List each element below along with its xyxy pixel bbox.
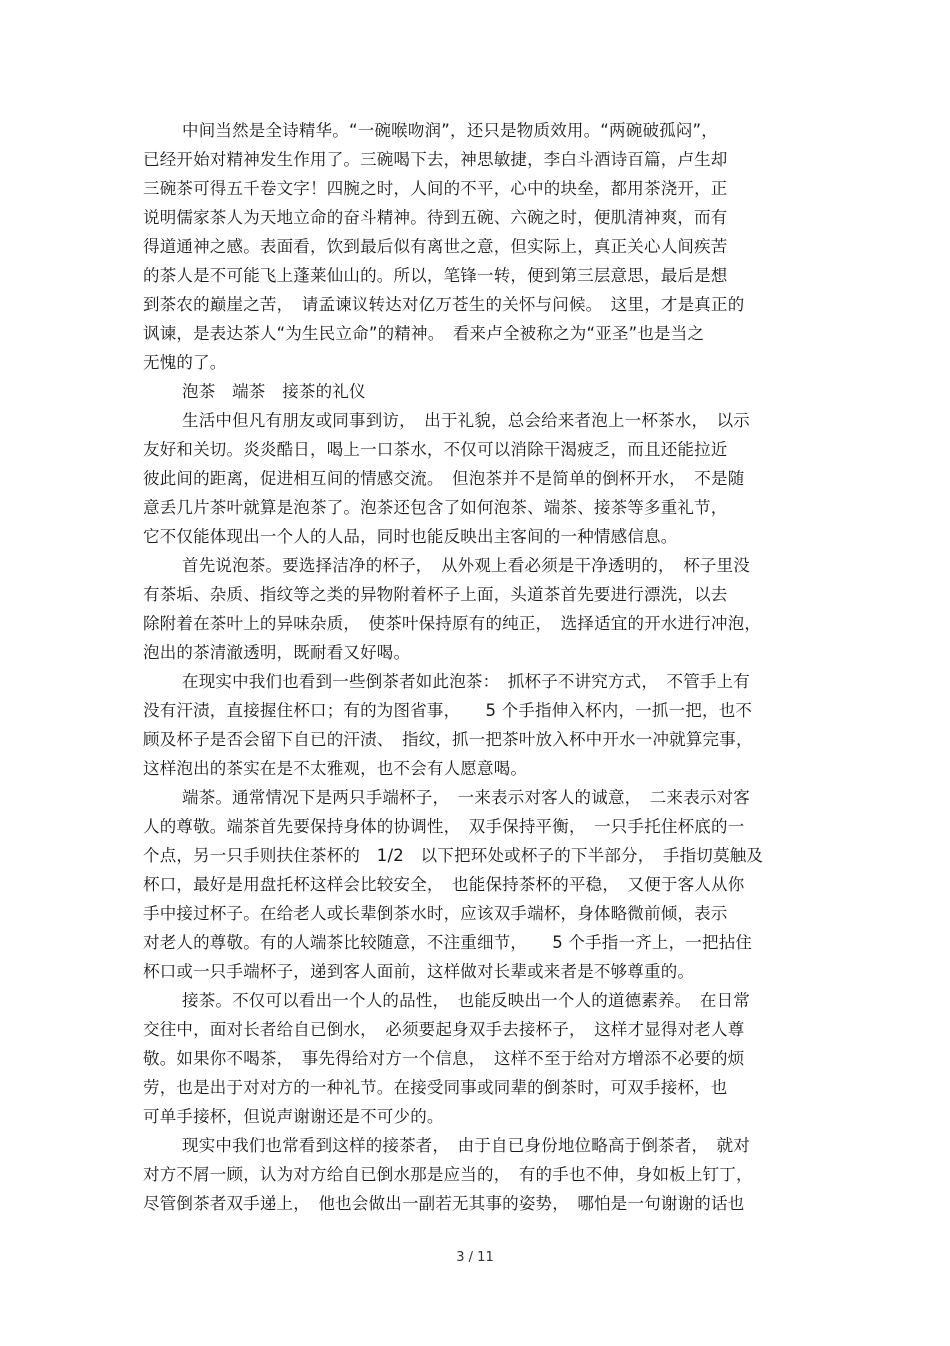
- text-line: 说明儒家茶人为天地立命的奋斗精神。待到五碗、六碗之时，便肌清神爽，而有: [143, 208, 728, 227]
- text-line: 对方不屑一顾，认为对方给自已倒水那是应当的， 有的手也不伸，身如板上钉丁，: [143, 1165, 753, 1184]
- text-line: 接茶。不仅可以看出一个人的品性， 也能反映出一个人的道德素养。 在日常: [182, 991, 750, 1010]
- text-line: 在现实中我们也看到一些倒茶者如此泡茶： 抓杯子不讲究方式， 不管手上有: [182, 672, 750, 691]
- text-line: 对老人的尊敬。有的人端茶比较随意，不注重细节， 5 个手指一齐上，一把拈住: [143, 933, 753, 952]
- text-line: 手中接过杯子。在给老人或长辈倒茶水时，应该双手端杯，身体略微前倾，表示: [143, 904, 728, 923]
- page-number: 3 / 11: [456, 1250, 494, 1265]
- text-line: 杯口或一只手端杯子，递到客人面前，这样做对长辈或来者是不够尊重的。: [143, 962, 695, 981]
- text-line: 得道通神之感。表面看，饮到最后似有离世之意，但实际上，真正关心人间疾苦: [143, 237, 728, 256]
- text-line: 有茶垢、杂质、指纹等之类的异物附着杯子上面，头道茶首先要进行漂洗，以去: [143, 585, 728, 604]
- text-line: 杯口，最好是用盘托杯这样会比较安全， 也能保持茶杯的平稳， 又便于客人从你: [143, 875, 745, 894]
- text-line: 的茶人是不可能飞上蓬莱仙山的。所以，笔锋一转，便到第三层意思，最后是想: [143, 266, 728, 285]
- text-line: 彼此间的距离，促进相互间的情感交流。 但泡茶并不是简单的倒杯开水， 不是随: [143, 469, 745, 488]
- text-line: 到茶农的巅崖之苦， 请孟谏议转达对亿万苍生的关怀与问候。 这里，才是真正的: [143, 295, 745, 314]
- text-line: 首先说泡茶。要选择洁净的杯子， 从外观上看必须是干净透明的， 杯子里没: [182, 556, 750, 575]
- text-line: 泡出的茶清澈透明，既耐看又好喝。: [143, 643, 411, 662]
- text-line: 除附着在茶叶上的异味杂质， 使茶叶保持原有的纯正， 选择适宜的开水进行冲泡，: [143, 614, 762, 633]
- text-line: 交往中，面对长者给自已倒水， 必须要起身双手去接杯子， 这样才显得对老人尊: [143, 1020, 745, 1039]
- section-heading: 泡茶 端茶 接茶的礼仪: [182, 382, 366, 401]
- text-line: 三碗茶可得五千卷文字！四腕之时，人间的不平，心中的块垒，都用茶浇开，正: [143, 179, 728, 198]
- text-line: 生活中但凡有朋友或同事到访， 出于礼貌，总会给来者泡上一杯茶水， 以示: [182, 411, 750, 430]
- text-line: 无愧的了。: [143, 353, 227, 372]
- text-line: 已经开始对精神发生作用了。三碗喝下去，神思敏捷，李白斗酒诗百篇，卢生却: [143, 150, 728, 169]
- text-line: 可单手接杯，但说声谢谢还是不可少的。: [143, 1107, 444, 1126]
- text-line: 意丢几片茶叶就算是泡茶了。泡茶还包含了如何泡茶、端茶、接茶等多重礼节，: [143, 498, 728, 517]
- text-line: 端茶。通常情况下是两只手端杯子， 一来表示对客人的诚意， 二来表示对客: [182, 788, 750, 807]
- text-line: 中间当然是全诗精华。“一碗喉吻润”，还只是物质效用。“两碗破孤闷”，: [182, 121, 718, 140]
- text-line: 敬。如果你不喝茶， 事先得给对方一个信息， 这样不至于给对方增添不必要的烦: [143, 1049, 745, 1068]
- text-line: 尽管倒茶者双手递上， 他也会做出一副若无其事的姿势， 哪怕是一句谢谢的话也: [143, 1194, 745, 1213]
- text-line: 它不仅能体现出一个人的人品，同时也能反映出主客间的一种情感信息。: [143, 527, 678, 546]
- text-line: 顾及杯子是否会留下自已的汗渍、 指纹，抓一把茶叶放入杯中开水一冲就算完事，: [143, 730, 753, 749]
- text-line: 现实中我们也常看到这样的接茶者， 由于自已身份地位略高于倒茶者， 就对: [182, 1136, 750, 1155]
- text-line: 讽谏，是表达茶人“为生民立命”的精神。 看来卢全被称之为“亚圣”也是当之: [143, 324, 705, 343]
- text-line: 个点，另一只手则扶住茶杯的 1/2 以下把环处或杯子的下半部分， 手指切莫触及: [143, 846, 764, 865]
- text-line: 友好和关切。炎炎酷日，喝上一口茶水，不仅可以消除干渴疲乏，而且还能拉近: [143, 440, 728, 459]
- text-line: 劳，也是出于对对方的一种礼节。在接受同事或同辈的倒茶时，可双手接杯，也: [143, 1078, 728, 1097]
- text-line: 这样泡出的茶实在是不太雅观，也不会有人愿意喝。: [143, 759, 528, 778]
- text-line: 人的尊敬。端茶首先要保持身体的协调性， 双手保持平衡， 一只手托住杯底的一: [143, 817, 745, 836]
- text-line: 没有汗渍，直接握住杯口；有的为图省事， 5 个手指伸入杯内，一抓一把，也不: [143, 701, 753, 720]
